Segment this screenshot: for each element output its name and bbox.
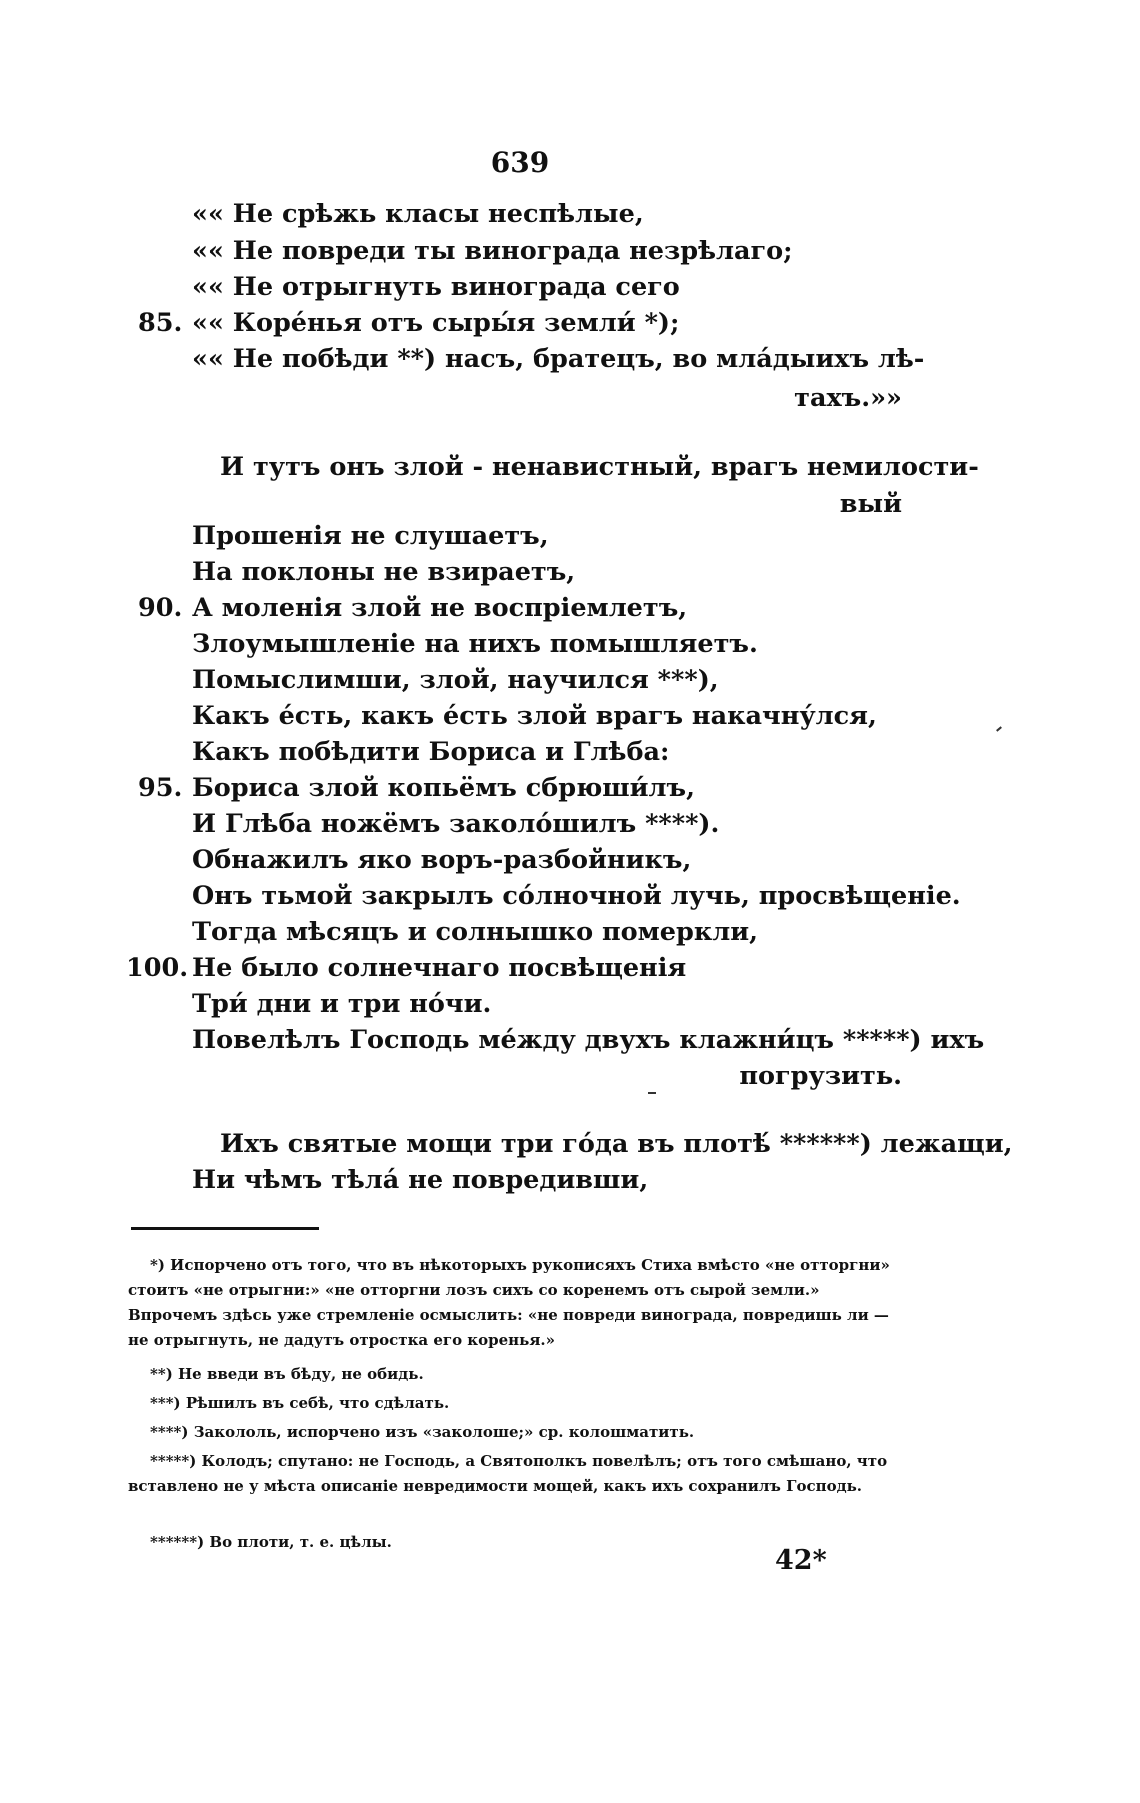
verse-text: «« Не срѣжь класы неспѣлые, <box>192 199 644 229</box>
verse-text: Ни чѣмъ тѣла́ не повредивши, <box>192 1165 649 1195</box>
verse-text: Ихъ святые мощи три го́да въ плотѣ́ ******) лежащи, <box>220 1129 1013 1159</box>
verse-line-continuation <box>0 486 1140 522</box>
verse-line <box>0 914 1140 950</box>
sheet-signature: 42* <box>775 1545 827 1576</box>
verse-line <box>0 590 1140 626</box>
verse-line <box>0 878 1140 914</box>
verse-line-continuation <box>0 380 1140 416</box>
verse-text: Какъ побѣдити Бориса и Глѣба: <box>192 737 670 767</box>
footnote: **) Не введи въ бѣду, не обидь. <box>150 1365 424 1383</box>
footnote: *****) Колодъ; спутано: не Господь, а Святополкъ повелѣлъ; отъ того смѣшано, что вставлено не у мѣста описаніе невредимости мощей, какъ ихъ сохранилъ Господь. <box>128 1452 888 1495</box>
verse-line <box>0 626 1140 662</box>
verse-text: Обнажилъ яко воръ-разбойникъ, <box>192 845 692 875</box>
verse-line <box>0 518 1140 554</box>
verse-number: 85. <box>138 308 183 338</box>
verse-line <box>0 305 1140 341</box>
verse-text: «« Коре́нья отъ сыры́я земли́ *); <box>192 308 680 338</box>
verse-text: Помыслимши, злой, научился ***), <box>192 665 719 695</box>
footnote: ***) Рѣшилъ въ себѣ, что сдѣлать. <box>150 1394 450 1412</box>
page-number: 639 <box>490 146 550 179</box>
verse-line <box>0 986 1140 1022</box>
verse-text: тахъ.»» <box>794 383 902 413</box>
verse-text: Три́ дни и три но́чи. <box>192 989 492 1019</box>
verse-line <box>0 734 1140 770</box>
verse-text: Прошенія не слушаетъ, <box>192 521 549 551</box>
verse-text: вый <box>839 489 902 519</box>
verse-line <box>0 341 1140 377</box>
verse-text: погрузить. <box>739 1061 902 1091</box>
verse-line <box>0 554 1140 590</box>
verse-text: А моленія злой не воспріемлетъ, <box>192 593 688 623</box>
verse-text: На поклоны не взираетъ, <box>192 557 576 587</box>
verse-line <box>0 1022 1140 1058</box>
stray-mark <box>648 1092 656 1094</box>
verse-text: Онъ тьмой закрылъ со́лночной лучь, просвѣщеніе. <box>192 881 961 911</box>
verse-number: 95. <box>138 773 183 803</box>
footnote: ****) Закололь, испорчено изъ «заколоше;» ср. колошматить. <box>150 1423 695 1441</box>
verse-text: Не было солнечнаго посвѣщенія <box>192 953 687 983</box>
verse-text: Какъ е́сть, какъ е́сть злой врагъ накачну́лся, <box>192 701 877 731</box>
verse-line <box>0 1126 1140 1162</box>
verse-line <box>0 269 1140 305</box>
verse-line <box>0 770 1140 806</box>
verse-number: 90. <box>138 593 183 623</box>
verse-text: И тутъ онъ злой - ненавистный, врагъ немилости- <box>220 452 979 482</box>
verse-text: «« Не отрыгнуть винограда сего <box>192 272 680 302</box>
footnote-rule <box>131 1227 319 1230</box>
verse-line <box>0 806 1140 842</box>
verse-text: И Глѣба ножёмъ заколо́шилъ ****). <box>192 809 720 839</box>
verse-line <box>0 662 1140 698</box>
verse-line <box>0 698 1140 734</box>
verse-text: Повелѣлъ Господь ме́жду двухъ клажни́цъ *****) ихъ <box>192 1025 985 1055</box>
verse-line <box>0 842 1140 878</box>
verse-line <box>0 196 1140 232</box>
verse-text: Тогда мѣсяцъ и солнышко померкли, <box>192 917 759 947</box>
footnote: *) Испорчено отъ того, что въ нѣкоторыхъ рукописяхъ Стиха вмѣсто «не отторгни» стоитъ «не отрыгни:» «не отторгни лозъ сихъ со коренемъ отъ сырой земли.» Впрочемъ здѣсь уже стремленіе осмыслить: «не повреди винограда, повредишь ли — не отрыгнуть, не дадутъ отростка его коренья.» <box>128 1256 890 1349</box>
verse-number: 100. <box>126 953 189 983</box>
verse-line <box>0 1162 1140 1198</box>
verse-line <box>0 233 1140 269</box>
verse-text: «« Не побѣди **) насъ, братецъ, во мла́дыихъ лѣ- <box>192 344 925 374</box>
verse-line <box>0 449 1140 485</box>
verse-text: Бориса злой копьёмъ сбрюши́лъ, <box>192 773 695 803</box>
footnote: ******) Во плоти, т. е. цѣлы. <box>150 1533 392 1551</box>
verse-line-continuation <box>0 1058 1140 1094</box>
verse-text: «« Не повреди ты винограда незрѣлаго; <box>192 236 793 266</box>
verse-text: Злоумышленіе на нихъ помышляетъ. <box>192 629 758 659</box>
verse-line <box>0 950 1140 986</box>
